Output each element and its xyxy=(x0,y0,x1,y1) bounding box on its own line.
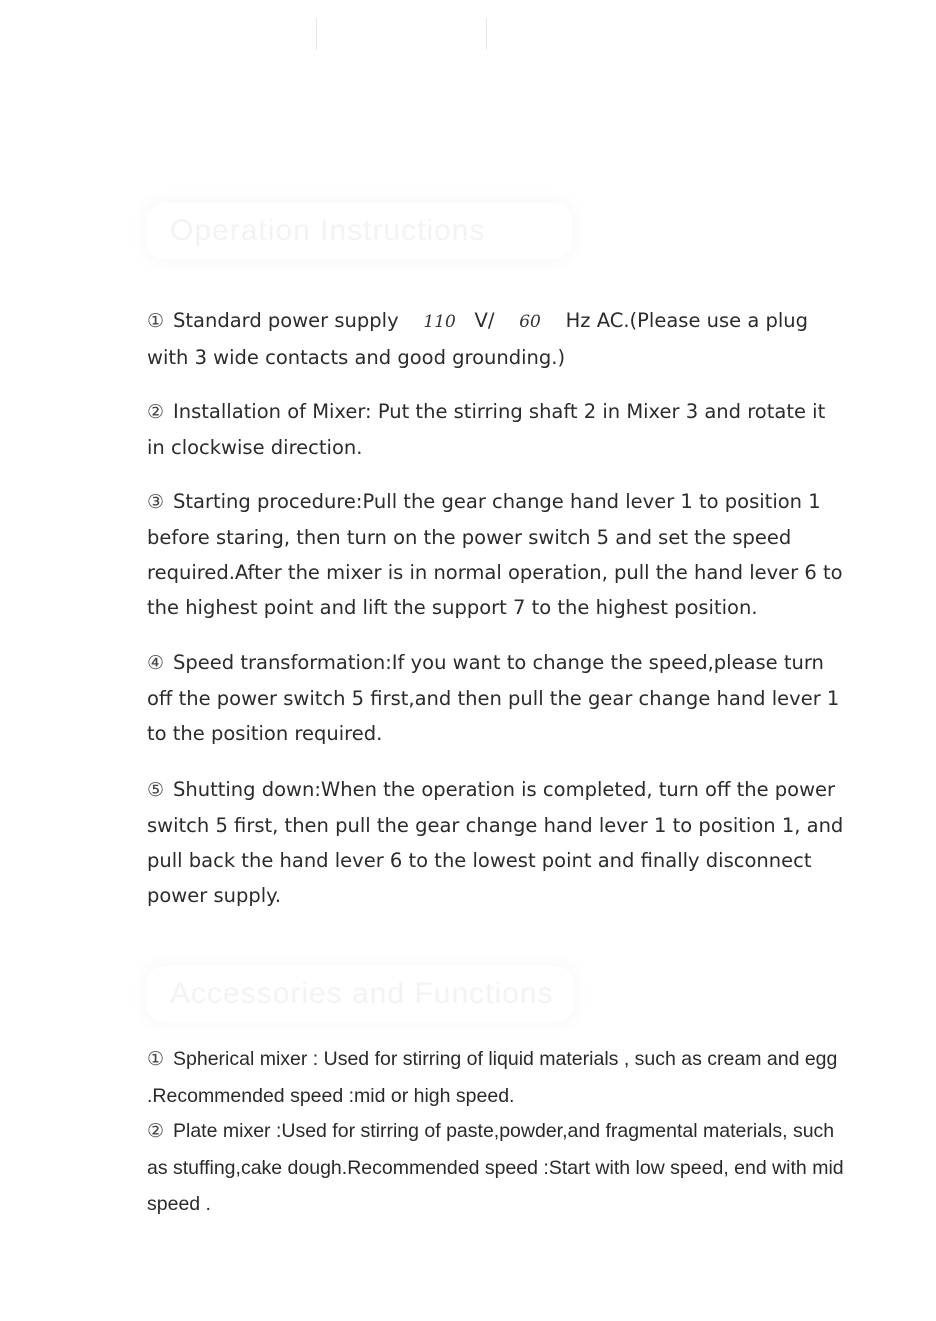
accessory-text: Plate mixer :Used for stirring of paste,powder,and fragmental materials, such as stuffing,cake dough.Recommended speed :Start with low speed, end with mid speed . xyxy=(147,1120,844,1215)
item-number: ① xyxy=(147,1049,165,1070)
instruction-text: Standard power supply xyxy=(173,309,399,332)
instruction-text: Starting procedure:Pull the gear change hand lever 1 to position 1 before staring, then turn on the power switch 5 and set the speed required.After the mixer is in normal operation, pull the hand lever 6 to the highest point and lift the support 7 to the highest position. xyxy=(147,490,843,619)
instruction-text: Shutting down:When the operation is completed, turn off the power switch 5 first, then pull the gear change hand lever 1 to position 1, and pull back the hand lever 6 to the lowest point and finally disconnect power supply. xyxy=(147,778,844,907)
step-number: ③ xyxy=(147,491,165,513)
section-heading-text: Accessories and Functions xyxy=(170,977,554,1010)
scan-mark xyxy=(486,18,487,50)
instruction-text: Installation of Mixer: Put the stirring shaft 2 in Mixer 3 and rotate it in clockwise direction. xyxy=(147,400,826,459)
section-heading-operation xyxy=(146,203,572,259)
step-number: ④ xyxy=(147,652,165,674)
instruction-text: Hz AC.(Please use a plug with 3 wide contacts and good grounding.) xyxy=(147,309,809,369)
accessory-plate-mixer xyxy=(147,1113,857,1222)
handwritten-voltage: 110 xyxy=(423,312,456,332)
section-heading-text: Operation Instructions xyxy=(170,214,486,247)
section-heading-accessories xyxy=(146,966,574,1022)
item-number: ② xyxy=(147,1121,165,1142)
voltage-unit: V/ xyxy=(474,309,495,332)
instruction-starting xyxy=(147,484,847,625)
step-number: ⑤ xyxy=(147,779,165,801)
instruction-installation xyxy=(147,394,847,465)
instruction-power-supply xyxy=(147,303,847,375)
instruction-speed xyxy=(147,645,847,751)
accessory-spherical-mixer xyxy=(147,1041,857,1114)
step-number: ① xyxy=(147,310,165,332)
accessory-text: Spherical mixer : Used for stirring of liquid materials , such as cream and egg .Recommended speed :mid or high speed. xyxy=(147,1048,838,1107)
step-number: ② xyxy=(147,401,165,423)
instruction-text: Speed transformation:If you want to change the speed,please turn off the power switch 5 first,and then pull the gear change hand lever 1 to the position required. xyxy=(147,651,840,745)
instruction-shutdown xyxy=(147,772,847,913)
scan-mark xyxy=(316,18,317,50)
handwritten-frequency: 60 xyxy=(519,312,541,332)
